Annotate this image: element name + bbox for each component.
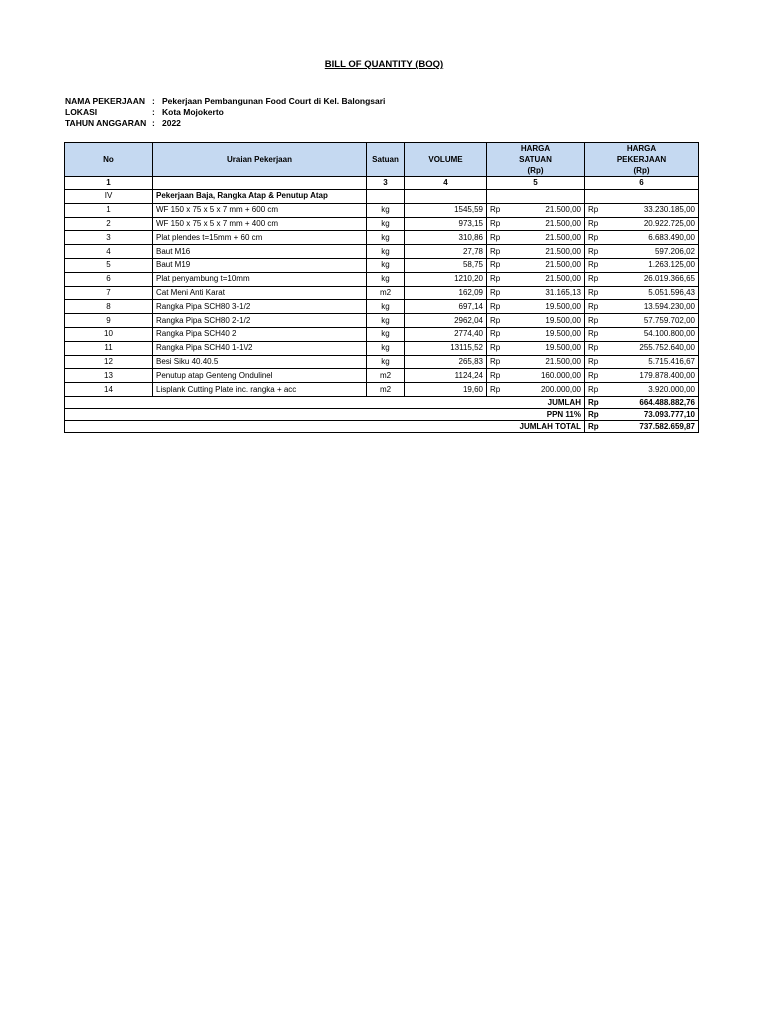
currency-label: Rp — [490, 370, 501, 380]
item-total-price — [585, 341, 699, 355]
item-volume: 2962,04 — [405, 314, 487, 328]
amount: 597.206,02 — [654, 246, 695, 256]
info-row-nama-pekerjaan — [65, 96, 385, 107]
item-unit-price — [487, 327, 585, 341]
column-number: 4 — [405, 177, 487, 190]
empty-cell — [487, 190, 585, 204]
table-row — [65, 355, 699, 369]
currency-label: Rp — [588, 343, 599, 353]
item-total-price — [585, 369, 699, 383]
section-number: IV — [65, 190, 153, 204]
item-total-price — [585, 286, 699, 300]
amount: 31.165,13 — [545, 287, 581, 297]
item-description: Baut M16 — [153, 245, 367, 259]
amount: 57.759.702,00 — [643, 315, 695, 325]
amount: 179.878.400,00 — [639, 370, 695, 380]
summary-label: JUMLAH TOTAL — [65, 420, 585, 432]
currency-label: Rp — [490, 260, 501, 270]
item-unit: kg — [367, 327, 405, 341]
item-volume: 27,78 — [405, 245, 487, 259]
column-number — [153, 177, 367, 190]
currency-label: Rp — [588, 205, 599, 215]
table-header-row — [65, 143, 699, 177]
item-description: WF 150 x 75 x 5 x 7 mm + 400 cm — [153, 217, 367, 231]
summary-value — [585, 420, 699, 432]
item-unit-price — [487, 341, 585, 355]
amount: 21.500,00 — [545, 274, 581, 284]
item-description: Besi Siku 40.40.5 — [153, 355, 367, 369]
item-unit: kg — [367, 203, 405, 217]
table-row — [65, 341, 699, 355]
item-description: Penutup atap Genteng Ondulinel — [153, 369, 367, 383]
item-number: 4 — [65, 245, 153, 259]
project-info — [65, 96, 385, 129]
item-volume: 1545,59 — [405, 203, 487, 217]
document-title: BILL OF QUANTITY (BOQ) — [324, 59, 444, 70]
item-unit-price — [487, 203, 585, 217]
item-number: 13 — [65, 369, 153, 383]
item-unit-price — [487, 286, 585, 300]
amount: 6.683.490,00 — [648, 232, 695, 242]
header-no: No — [65, 143, 153, 177]
currency-label: Rp — [490, 329, 501, 339]
summary-label: JUMLAH — [65, 396, 585, 408]
item-unit-price — [487, 258, 585, 272]
item-description: WF 150 x 75 x 5 x 7 mm + 600 cm — [153, 203, 367, 217]
item-volume: 1210,20 — [405, 272, 487, 286]
currency-label: Rp — [490, 218, 501, 228]
summary-label: PPN 11% — [65, 408, 585, 420]
item-total-price — [585, 300, 699, 314]
item-unit-price — [487, 245, 585, 259]
currency-label: Rp — [588, 301, 599, 311]
item-total-price — [585, 314, 699, 328]
item-unit-price — [487, 300, 585, 314]
currency-label: Rp — [588, 329, 599, 339]
currency-label: Rp — [588, 218, 599, 228]
info-separator: : — [152, 107, 155, 117]
item-unit: m2 — [367, 383, 405, 397]
currency-label: Rp — [588, 397, 599, 407]
currency-label: Rp — [588, 370, 599, 380]
item-unit: kg — [367, 258, 405, 272]
amount: 19.500,00 — [545, 301, 581, 311]
info-value: Kota Mojokerto — [162, 107, 224, 117]
currency-label: Rp — [588, 260, 599, 270]
amount: 26.019.366,65 — [643, 274, 695, 284]
amount: 73.093.777,10 — [643, 409, 695, 419]
header-satuan: Satuan — [367, 143, 405, 177]
item-volume: 2774,40 — [405, 327, 487, 341]
empty-cell — [367, 190, 405, 204]
item-description: Plat plendes t=15mm + 60 cm — [153, 231, 367, 245]
header-line: SATUAN — [519, 155, 552, 164]
item-total-price — [585, 258, 699, 272]
item-total-price — [585, 272, 699, 286]
table-row — [65, 258, 699, 272]
item-unit: kg — [367, 300, 405, 314]
item-description: Rangka Pipa SCH40 1-1\/2 — [153, 341, 367, 355]
item-number: 5 — [65, 258, 153, 272]
item-total-price — [585, 217, 699, 231]
column-number: 1 — [65, 177, 153, 190]
currency-label: Rp — [490, 205, 501, 215]
item-total-price — [585, 327, 699, 341]
item-number: 14 — [65, 383, 153, 397]
table-row — [65, 383, 699, 397]
item-description: Rangka Pipa SCH40 2 — [153, 327, 367, 341]
amount: 19.500,00 — [545, 329, 581, 339]
currency-label: Rp — [490, 246, 501, 256]
currency-label: Rp — [588, 246, 599, 256]
item-description: Plat penyambung t=10mm — [153, 272, 367, 286]
section-title: Pekerjaan Baja, Rangka Atap & Penutup Atap — [153, 190, 367, 204]
header-line: HARGA — [520, 144, 551, 153]
currency-label: Rp — [490, 384, 501, 394]
currency-label: Rp — [490, 301, 501, 311]
item-unit: kg — [367, 217, 405, 231]
table-row — [65, 217, 699, 231]
item-volume: 58,75 — [405, 258, 487, 272]
summary-row — [65, 408, 699, 420]
item-unit-price — [487, 369, 585, 383]
item-total-price — [585, 231, 699, 245]
amount: 21.500,00 — [545, 218, 581, 228]
item-unit-price — [487, 355, 585, 369]
item-volume: 162,09 — [405, 286, 487, 300]
amount: 255.752.640,00 — [639, 343, 695, 353]
info-row-lokasi — [65, 107, 385, 118]
item-unit: m2 — [367, 286, 405, 300]
header-line: PEKERJAAN — [616, 155, 667, 164]
currency-label: Rp — [490, 232, 501, 242]
column-number: 3 — [367, 177, 405, 190]
amount: 21.500,00 — [545, 246, 581, 256]
amount: 3.920.000,00 — [648, 384, 695, 394]
currency-label: Rp — [490, 287, 501, 297]
currency-label: Rp — [588, 421, 599, 431]
item-number: 3 — [65, 231, 153, 245]
amount: 1.263.125,00 — [648, 260, 695, 270]
info-value: Pekerjaan Pembangunan Food Court di Kel. Balongsari — [162, 96, 386, 106]
item-volume: 310,86 — [405, 231, 487, 245]
item-unit-price — [487, 217, 585, 231]
item-description: Rangka Pipa SCH80 3-1/2 — [153, 300, 367, 314]
currency-label: Rp — [490, 343, 501, 353]
item-description: Rangka Pipa SCH80 2-1/2 — [153, 314, 367, 328]
amount: 54.100.800,00 — [643, 329, 695, 339]
column-number: 5 — [487, 177, 585, 190]
item-total-price — [585, 383, 699, 397]
item-total-price — [585, 245, 699, 259]
header-line: HARGA — [626, 144, 657, 153]
item-unit: kg — [367, 245, 405, 259]
item-total-price — [585, 203, 699, 217]
currency-label: Rp — [490, 315, 501, 325]
header-harga-satuan — [487, 143, 585, 177]
item-unit: kg — [367, 231, 405, 245]
item-volume: 973,15 — [405, 217, 487, 231]
table-row — [65, 203, 699, 217]
summary-value — [585, 408, 699, 420]
item-volume: 19,60 — [405, 383, 487, 397]
currency-label: Rp — [490, 274, 501, 284]
amount: 5.051.596,43 — [648, 287, 695, 297]
amount: 5.715.416,67 — [648, 356, 695, 366]
empty-cell — [405, 190, 487, 204]
summary-value — [585, 396, 699, 408]
table-row — [65, 245, 699, 259]
amount: 21.500,00 — [545, 232, 581, 242]
item-volume: 265,83 — [405, 355, 487, 369]
item-unit-price — [487, 272, 585, 286]
header-volume: VOLUME — [405, 143, 487, 177]
item-unit: kg — [367, 355, 405, 369]
currency-label: Rp — [490, 356, 501, 366]
amount: 21.500,00 — [545, 260, 581, 270]
table-row — [65, 369, 699, 383]
info-separator: : — [152, 96, 155, 106]
item-unit: m2 — [367, 369, 405, 383]
currency-label: Rp — [588, 315, 599, 325]
item-unit: kg — [367, 341, 405, 355]
currency-label: Rp — [588, 356, 599, 366]
currency-label: Rp — [588, 384, 599, 394]
item-number: 8 — [65, 300, 153, 314]
empty-cell — [585, 190, 699, 204]
info-row-tahun-anggaran — [65, 118, 385, 129]
amount: 737.582.659,87 — [639, 421, 695, 431]
item-total-price — [585, 355, 699, 369]
item-unit: kg — [367, 314, 405, 328]
item-unit-price — [487, 314, 585, 328]
amount: 664.488.882,76 — [639, 397, 695, 407]
amount: 19.500,00 — [545, 343, 581, 353]
amount: 160.000,00 — [540, 370, 581, 380]
table-row — [65, 327, 699, 341]
item-unit-price — [487, 383, 585, 397]
item-volume: 697,14 — [405, 300, 487, 314]
item-unit: kg — [367, 272, 405, 286]
header-harga-pekerjaan — [585, 143, 699, 177]
header-line: (Rp) — [527, 166, 544, 175]
item-number: 11 — [65, 341, 153, 355]
info-separator: : — [152, 118, 155, 128]
table-row — [65, 231, 699, 245]
summary-row — [65, 420, 699, 432]
currency-label: Rp — [588, 409, 599, 419]
currency-label: Rp — [588, 232, 599, 242]
amount: 19.500,00 — [545, 315, 581, 325]
info-label: NAMA PEKERJAAN — [65, 96, 145, 106]
table-row — [65, 300, 699, 314]
amount: 21.500,00 — [545, 356, 581, 366]
amount: 20.922.725,00 — [643, 218, 695, 228]
amount: 21.500,00 — [545, 205, 581, 215]
item-number: 12 — [65, 355, 153, 369]
header-uraian-pekerjaan: Uraian Pekerjaan — [153, 143, 367, 177]
amount: 200.000,00 — [540, 384, 581, 394]
currency-label: Rp — [588, 274, 599, 284]
info-label: LOKASI — [65, 107, 98, 117]
header-line: (Rp) — [633, 166, 650, 175]
currency-label: Rp — [588, 287, 599, 297]
info-label: TAHUN ANGGARAN — [65, 118, 147, 128]
item-unit-price — [487, 231, 585, 245]
boq-table — [64, 142, 699, 433]
item-description: Baut M19 — [153, 258, 367, 272]
info-value: 2022 — [162, 118, 181, 128]
table-row — [65, 272, 699, 286]
item-description: Cat Meni Anti Karat — [153, 286, 367, 300]
item-number: 7 — [65, 286, 153, 300]
item-number: 2 — [65, 217, 153, 231]
item-number: 10 — [65, 327, 153, 341]
item-volume: 13115,52 — [405, 341, 487, 355]
amount: 13.594.230,00 — [643, 301, 695, 311]
table-row — [65, 286, 699, 300]
item-description: Lisplank Cutting Plate inc. rangka + acc — [153, 383, 367, 397]
column-number: 6 — [585, 177, 699, 190]
amount: 33.230.185,00 — [643, 205, 695, 215]
item-number: 9 — [65, 314, 153, 328]
table-row — [65, 314, 699, 328]
section-row — [65, 190, 699, 204]
item-volume: 1124,24 — [405, 369, 487, 383]
item-number: 1 — [65, 203, 153, 217]
column-number-row — [65, 177, 699, 190]
item-number: 6 — [65, 272, 153, 286]
summary-row — [65, 396, 699, 408]
